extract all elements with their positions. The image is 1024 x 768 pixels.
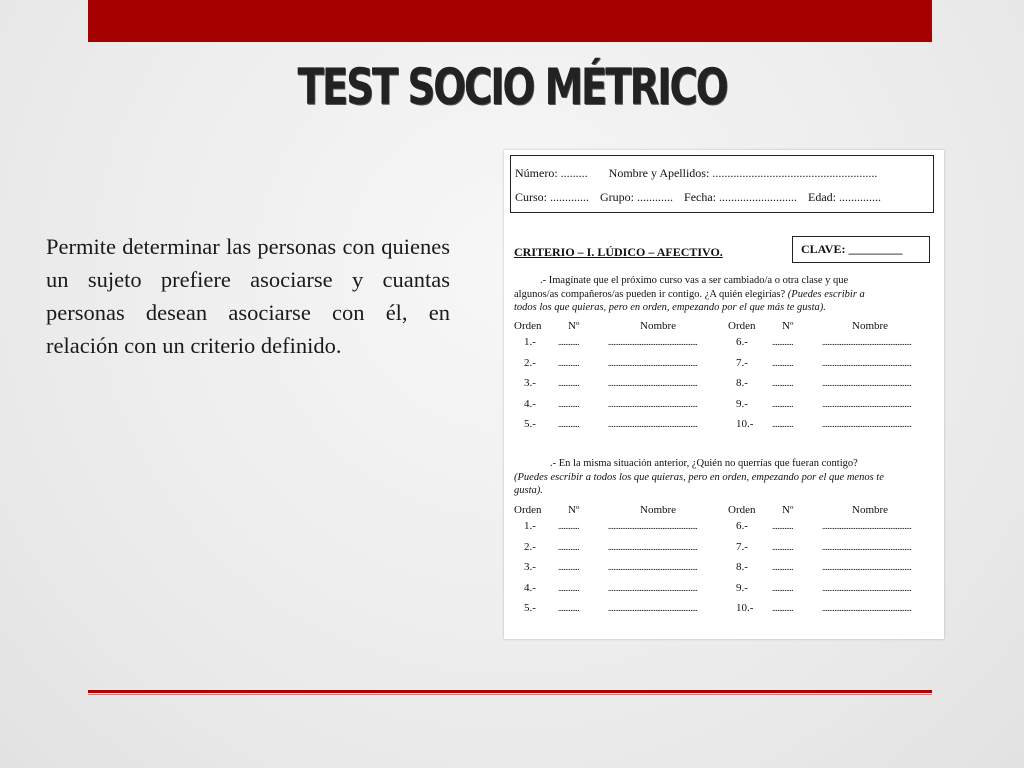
num-blank: ............ — [772, 541, 793, 552]
q2-italic-1: (Puedes escribir a todos los que quieras, pero en orden, empezando por el que menos te — [514, 471, 884, 483]
header-nombre: Nombre — [852, 504, 889, 516]
header-nombre: Nombre — [852, 320, 889, 332]
grupo-field: Grupo: ............ — [600, 190, 674, 204]
num-blank: ............ — [558, 541, 579, 552]
num-blank: ............ — [558, 357, 579, 368]
name-blank: ................................................... — [608, 337, 698, 347]
num-blank: ............ — [772, 562, 793, 572]
name-blank: ................................................... — [822, 541, 912, 552]
name-blank: ................................................... — [822, 521, 912, 531]
header-num: Nº — [568, 504, 580, 516]
q1-italic-2: todos los que quieras, pero en orden, empezando por el que más te gusta). — [514, 302, 826, 313]
header-orden: Orden — [728, 504, 756, 516]
name-blank: ................................................... — [822, 378, 912, 388]
name-blank: ................................................... — [608, 378, 698, 388]
order-number: 1.- — [524, 520, 536, 532]
num-blank: ............ — [772, 521, 793, 531]
header-orden: Orden — [514, 320, 542, 332]
order-number: 2.- — [524, 540, 536, 553]
num-blank: ............ — [772, 337, 793, 347]
name-blank: ................................................... — [608, 357, 698, 368]
name-blank: ................................................... — [822, 398, 912, 409]
name-blank: ................................................... — [608, 562, 698, 572]
order-number: 4.- — [524, 581, 536, 594]
name-blank: ................................................... — [608, 541, 698, 552]
name-blank: ................................................... — [822, 603, 912, 613]
order-number: 5.- — [524, 602, 536, 614]
num-blank: ............ — [772, 357, 793, 368]
name-blank: ................................................... — [822, 419, 912, 429]
num-blank: ............ — [558, 562, 579, 572]
num-blank: ............ — [558, 337, 579, 347]
num-blank: ............ — [558, 398, 579, 409]
num-blank: ............ — [772, 398, 793, 409]
order-number: 4.- — [524, 397, 536, 410]
question-2 — [514, 457, 934, 498]
num-blank: ............ — [772, 582, 793, 593]
header-nombre: Nombre — [640, 504, 677, 516]
header-num: Nº — [782, 320, 794, 332]
order-number: 9.- — [736, 581, 748, 594]
num-blank: ............ — [558, 378, 579, 388]
nombre-field: Nombre y Apellidos: ....................................................... — [608, 166, 878, 180]
order-number: 9.- — [736, 397, 748, 410]
q2-italic-2: gusta). — [514, 485, 543, 496]
clave-box: CLAVE: _________ — [792, 236, 930, 263]
order-number: 7.- — [736, 356, 748, 369]
order-number: 2.- — [524, 356, 536, 369]
name-blank: ................................................... — [822, 337, 912, 347]
num-blank: ............ — [772, 603, 793, 613]
sociometric-form-image — [504, 150, 944, 639]
q2-text-line-1: .- En la misma situación anterior, ¿Quién no querrías que fueran contigo? — [550, 458, 858, 469]
name-blank: ................................................... — [608, 582, 698, 593]
criterio-heading: CRITERIO – I. LÚDICO – AFECTIVO. — [514, 245, 723, 259]
num-blank: ............ — [772, 419, 793, 429]
fecha-field: Fecha: .......................... — [684, 190, 798, 204]
student-info-box — [510, 155, 934, 213]
name-blank: ................................................... — [608, 603, 698, 613]
order-number: 3.- — [524, 377, 536, 389]
curso-field: Curso: ............. — [515, 190, 590, 204]
top-accent-bar — [88, 0, 932, 42]
order-number: 8.- — [736, 377, 748, 389]
order-number: 5.- — [524, 418, 536, 430]
slide-description: Permite determinar las personas con quienes un sujeto prefiere asociarse y cuantas personas desean asociarse con él, en relación con un criterio definido. — [46, 234, 450, 358]
name-blank: ................................................... — [608, 521, 698, 531]
header-nombre: Nombre — [640, 320, 677, 332]
q1-text-line-1: .- Imagínate que el próximo curso vas a ser cambiado/a o otra clase y que — [540, 275, 849, 286]
header-orden: Orden — [514, 504, 542, 516]
name-blank: ................................................... — [608, 398, 698, 409]
bottom-accent-line-shadow — [88, 694, 932, 695]
order-number: 10.- — [736, 602, 754, 614]
name-blank: ................................................... — [822, 582, 912, 593]
order-number: 10.- — [736, 418, 754, 430]
q1-italic-1: (Puedes escribir a — [787, 288, 865, 300]
numero-field: Número: ......... — [515, 166, 588, 180]
bottom-accent-line — [88, 690, 932, 693]
num-blank: ............ — [558, 419, 579, 429]
num-blank: ............ — [558, 521, 579, 531]
order-number: 3.- — [524, 561, 536, 573]
order-number: 1.- — [524, 336, 536, 348]
q1-text-line-2: algunos/as compañeros/as pueden ir contigo. ¿A quién elegirías? — [514, 288, 786, 300]
name-blank: ................................................... — [822, 562, 912, 572]
num-blank: ............ — [558, 603, 579, 613]
header-num: Nº — [782, 504, 794, 516]
num-blank: ............ — [558, 582, 579, 593]
edad-field: Edad: .............. — [808, 190, 882, 204]
order-number: 6.- — [736, 336, 748, 348]
slide-title: TEST SOCIO MÉTRICO — [297, 58, 727, 116]
name-blank: ................................................... — [608, 419, 698, 429]
order-number: 6.- — [736, 520, 748, 532]
header-orden: Orden — [728, 320, 756, 332]
question-1 — [514, 274, 934, 315]
num-blank: ............ — [772, 378, 793, 388]
order-number: 8.- — [736, 561, 748, 573]
order-number: 7.- — [736, 540, 748, 553]
header-num: Nº — [568, 320, 580, 332]
name-blank: ................................................... — [822, 357, 912, 368]
